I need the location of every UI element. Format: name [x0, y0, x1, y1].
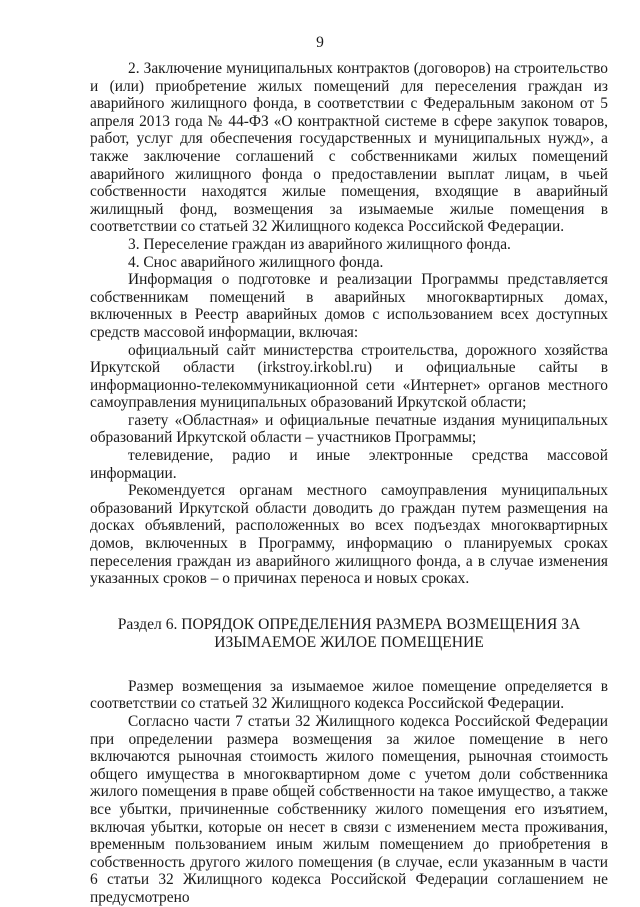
paragraph-resettlement: 3. Переселение граждан из аварийного жилищного фонда. [128, 235, 511, 253]
paragraph-official-site: официальный сайт министерства строительства, дорожного хозяйства Иркутской области (irkstroy.irkobl.ru) и официальные сайты в информационно-телекоммуникационной сети «Интернет» органов местного самоуправления муниципальных образований Иркутской области; [90, 341, 608, 412]
paragraph-media: телевидение, радио и иные электронные средства массовой информации. [90, 447, 608, 482]
document-body [90, 60, 608, 907]
paragraph-compensation-size: Размер возмещения за изымаемое жилое помещение определяется в соответствии со статьей 32 Жилищного кодекса Российской Федерации. [90, 677, 608, 713]
section-heading-line-1: Раздел 6. ПОРЯДОК ОПРЕДЕЛЕНИЯ РАЗМЕРА ВОЗМЕЩЕНИЯ ЗА [117, 615, 581, 633]
paragraph-demolition: 4. Снос аварийного жилищного фонда. [128, 253, 384, 271]
page-number: 9 [316, 34, 324, 51]
paragraph-recommendation: Рекомендуется органам местного самоуправления муниципальных образований Иркутской области доводить до граждан путем размещения на досках объявлений, расположенных во всех подъездах многоквартирных домов, включенных в Программу, информацию о планируемых сроках переселения граждан из аварийного жилищного фонда, а в случае изменения указанных сроков – о причинах переноса и новых сроках. [90, 482, 608, 588]
paragraph-contracts: 2. Заключение муниципальных контрактов (договоров) на строительство и (или) приобретение жилых помещений для переселения граждан из аварийного жилищного фонда, в соответствии с Федеральным законом от 5 апреля 2013 года № 44-ФЗ «О контрактной системе в сфере закупок товаров, работ, услуг для обеспечения государственных и муниципальных нужд», а также заключение соглашений с собственниками жилых помещений аварийного жилищного фонда о предоставлении выплат лицам, в чьей собственности находятся жилые помещения, входящие в аварийный жилищный фонд, возмещения за изымаемые жилые помещения в соответствии со статьей 32 Жилищного кодекса Российской Федерации. [90, 60, 608, 236]
paragraph-newspaper: газету «Областная» и официальные печатные издания муниципальных образований Иркутской области – участников Программы; [90, 411, 608, 447]
section-heading [90, 616, 608, 652]
paragraph-information: Информация о подготовке и реализации Программы представляется собственникам помещений в аварийных многоквартирных домах, включенных в Реестр аварийных домов с использованием всех доступных средств массовой информации, включая: [90, 271, 608, 341]
paragraph-compensation-details: Согласно части 7 статьи 32 Жилищного кодекса Российской Федерации при определении размера возмещения за жилое помещение в него включаются рыночная стоимость жилого помещения, рыночная стоимость общего имущества в многоквартирном доме с учетом доли собственника жилого помещения в праве общей собственности на такое имущество, а также все убытки, причиненные собственнику жилого помещения его изъятием, включая убытки, которые он несет в связи с изменением места проживания, временным пользованием иным жилым помещением до приобретения в собственность другого жилого помещения (в случае, если указанным в части 6 статьи 32 Жилищного кодекса Российской Федерации соглашением не предусмотрено [90, 713, 608, 906]
section-heading-line-2: ИЗЫМАЕМОЕ ЖИЛОЕ ПОМЕЩЕНИЕ [214, 633, 484, 651]
